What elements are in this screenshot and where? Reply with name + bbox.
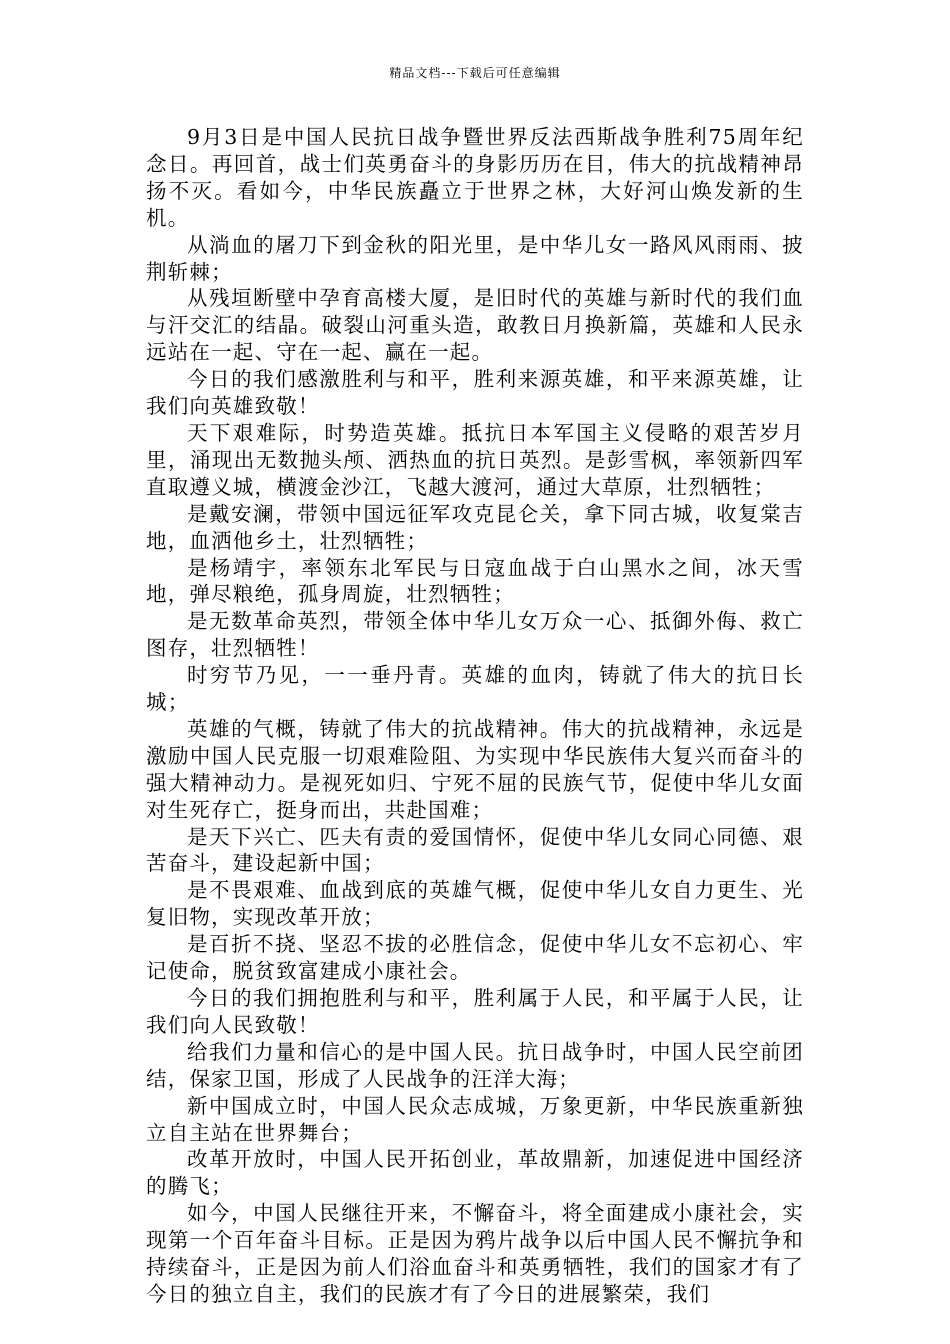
paragraph-5: 天下艰难际，时势造英雄。抵抗日本军国主义侵略的艰苦岁月里，涌现出无数抛头颅、洒热血的抗日英烈。是彭雪枫，率领新四军直取遵义城，横渡金沙江，飞越大渡河，通过大草原，壮烈牺牲； — [146, 420, 804, 499]
paragraph-15: 给我们力量和信心的是中国人民。抗日战争时，中国人民空前团结，保家卫国，形成了人民战争的汪洋大海； — [146, 1039, 804, 1091]
paragraph-16: 新中国成立时，中国人民众志成城，万象更新，中华民族重新独立自主站在世界舞台； — [146, 1093, 804, 1145]
paragraph-1: 9月3日是中国人民抗日战争暨世界反法西斯战争胜利75周年纪念日。再回首，战士们英勇奋斗的身影历历在目，伟大的抗战精神昂扬不灭。看如今，中华民族矗立于世界之林，大好河山焕发新的生机。 — [146, 125, 804, 230]
paragraph-14: 今日的我们拥抱胜利与和平，胜利属于人民，和平属于人民，让我们向人民致敬！ — [146, 986, 804, 1037]
paragraph-6: 是戴安澜，带领中国远征军攻克昆仑关，拿下同古城，收复棠吉地，血洒他乡土，壮烈牺牲； — [146, 501, 804, 553]
paragraph-17: 改革开放时，中国人民开拓创业，革故鼎新，加速促进中国经济的腾飞； — [146, 1147, 804, 1199]
paragraph-3: 从残垣断壁中孕育高楼大厦，是旧时代的英雄与新时代的我们血与汗交汇的结晶。破裂山河重头造，敢教日月换新篇，英雄和人民永远站在一起、守在一起、赢在一起。 — [146, 286, 804, 365]
paragraph-18: 如今，中国人民继往开来，不懈奋斗，将全面建成小康社会，实现第一个百年奋斗目标。正是因为鸦片战争以后中国人民不懈抗争和持续奋斗，正是因为前人们浴血奋斗和英勇牺牲，我们的国家才有了今日的独立自主，我们的民族才有了今日的进展繁荣，我们 — [146, 1201, 804, 1306]
paragraph-2: 从淌血的屠刀下到金秋的阳光里，是中华儿女一路风风雨雨、披荆斩棘； — [146, 232, 804, 284]
paragraph-13: 是百折不挠、坚忍不拔的必胜信念，促使中华儿女不忘初心、牢记使命，脱贫致富建成小康社会。 — [146, 932, 804, 984]
paragraph-10: 英雄的气概，铸就了伟大的抗战精神。伟大的抗战精神，永远是激励中国人民克服一切艰难险阻、为实现中华民族伟大复兴而奋斗的强大精神动力。是视死如归、宁死不屈的民族气节，促使中华儿女面对生死存亡，挺身而出，共赴国难； — [146, 716, 804, 822]
paragraph-7: 是杨靖宇，率领东北军民与日寇血战于白山黑水之间，冰天雪地，弹尽粮绝，孤身周旋，壮烈牺牲； — [146, 555, 804, 607]
paragraph-8: 是无数革命英烈，带领全体中华儿女万众一心、抵御外侮、救亡图存，壮烈牺牲！ — [146, 609, 804, 661]
page-header: 精品文档---下载后可任意编辑 — [389, 66, 561, 80]
paragraph-11: 是天下兴亡、匹夫有责的爱国情怀，促使中华儿女同心同德、艰苦奋斗，建设起新中国； — [146, 824, 804, 876]
paragraph-12: 是不畏艰难、血战到底的英雄气概，促使中华儿女自力更生、光复旧物，实现改革开放； — [146, 878, 804, 930]
paragraph-9: 时穷节乃见，一一垂丹青。英雄的血肉，铸就了伟大的抗日长城； — [146, 663, 804, 715]
document-body — [146, 124, 804, 1308]
paragraph-4: 今日的我们感激胜利与和平，胜利来源英雄，和平来源英雄，让我们向英雄致敬！ — [146, 367, 804, 419]
